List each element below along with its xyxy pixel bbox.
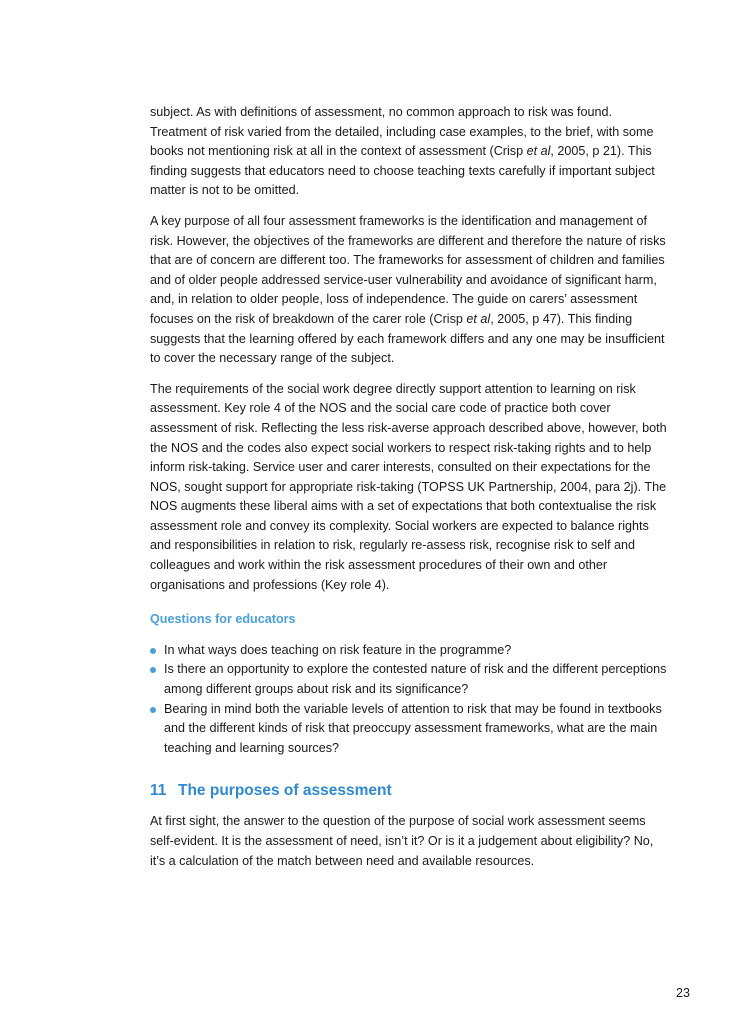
questions-list (150, 641, 670, 759)
body-paragraph (150, 380, 670, 596)
section-title: The purposes of assessment (178, 782, 392, 800)
question-item (150, 641, 670, 661)
body-paragraph (150, 212, 670, 369)
citation-italic: et al (466, 311, 491, 326)
question-item (150, 700, 670, 759)
question-text: In what ways does teaching on risk feature in the programme? (164, 642, 512, 657)
page-number: 23 (676, 986, 691, 1000)
text-run: , 2005, p 21). This finding suggests that educators need to choose teaching texts carefully if important subject matter is not to be omitted. (150, 144, 655, 198)
text-run: subject. As with definitions of assessment, no common approach to risk was found. Treatment of risk varied from the detailed, including case examples, to the brief, with some books not mentioning risk at all in the context of assessment (Crisp (150, 105, 654, 159)
questions-heading: Questions for educators (150, 612, 296, 627)
question-text: Bearing in mind both the variable levels of attention to risk that may be found in textbooks and the different kinds of risk that preoccupy assessment frameworks, what are the main teaching and learning sources? (164, 701, 662, 755)
section-paragraph: At first sight, the answer to the question of the purpose of social work assessment seems self-evident. It is the assessment of need, isn’t it? Or is it a judgement about eligibility? No, it’s a calculation of the match between need and available resources. (150, 814, 654, 868)
question-text: Is there an opportunity to explore the contested nature of risk and the different perceptions among different groups about risk and its significance? (164, 662, 667, 697)
section-number: 11 (150, 782, 167, 800)
bullet-icon (150, 707, 156, 713)
body-paragraph (150, 103, 670, 201)
body-paragraphs (150, 103, 670, 595)
text-run: A key purpose of all four assessment frameworks is the identification and management of risk. However, the objectives of the frameworks are different and therefore the nature of risks that are of concern are different too. The frameworks for assessment of children and families and of older people addressed service-user vulnerability and avoidance of significant harm, and, in relation to older people, loss of independence. The guide on carers’ assessment focuses on the risk of breakdown of the carer role (Crisp (150, 213, 666, 326)
text-run: , 2005, p 47). This finding suggests that the learning offered by each framework differs and any one may be insufficient to cover the necessary range of the subject. (150, 311, 665, 366)
page-body (150, 103, 670, 882)
bullet-icon (150, 667, 156, 673)
citation-italic: et al (526, 144, 551, 159)
bullet-icon (150, 648, 156, 654)
text-run: The requirements of the social work degree directly support attention to learning on risk assessment. Key role 4 of the NOS and the social care code of practice both cover assessment of risk. Reflecting the less risk-averse approach described above, however, both the NOS and the codes also expect social workers to respect risk-taking rights and to help inform risk-taking. Service user and carer interests, consulted on their expectations for the NOS, sought support for appropriate risk-taking (TOPSS UK Partnership, 2004, para 2j). The NOS augments these liberal aims with a set of expectations that both contextualise the risk assessment role and convey its complexity. Social workers are expected to balance rights and responsibilities in relation to risk, regularly re-assess risk, recognise risk to self and colleagues and work within the risk assessment procedures of their own and other organisations and professions (Key role 4). (150, 381, 667, 592)
question-item (150, 660, 670, 699)
section-heading (150, 780, 670, 802)
